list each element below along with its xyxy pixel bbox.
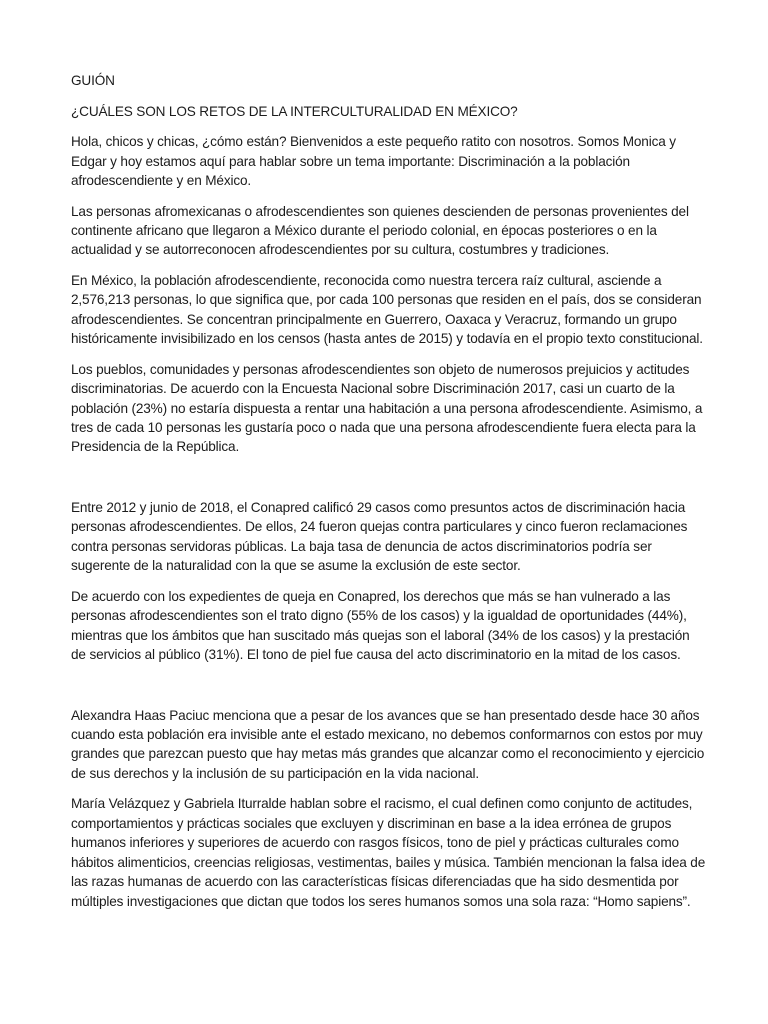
document-label: GUIÓN	[71, 73, 115, 88]
paragraph-greeting: Hola, chicos y chicas, ¿cómo están? Bienvenidos a este pequeño ratito con nosotros. Somos Monica y Edgar y hoy estamos aquí para hablar sobre un tema importante: Discriminación a la población afrodescendiente y en México.	[71, 134, 676, 188]
paragraph-racism: María Velázquez y Gabriela Iturralde hablan sobre el racismo, el cual definen como conjunto de actitudes, comportamientos y prácticas sociales que excluyen y discriminan en base a la idea errónea de grupos humanos inferiores y superiores de acuerdo con rasgos físicos, tono de piel y prácticas culturales como hábitos alimenticios, creencias religiosas, vestimentas, bailes y música. También mencionan la falsa idea de las razas humanas de acuerdo con las características físicas diferenciadas que ha sido desmentida por múltiples investigaciones que dictan que todos los seres humanos somos una sola raza: “Homo sapiens”.	[71, 796, 706, 909]
paragraph-population: En México, la población afrodescendiente, reconocida como nuestra tercera raíz cultural, asciende a 2,576,213 personas, lo que significa que, por cada 100 personas que residen en el país, dos se consideran afrodescendientes. Se concentran principalmente en Guerrero, Oaxaca y Veracruz, formando un grupo históricamente invisibilizado en los censos (hasta antes de 2015) y todavía en el propio texto constitucional.	[71, 273, 703, 347]
document-page	[71, 71, 707, 922]
paragraph-definition: Las personas afromexicanas o afrodescendientes son quienes descienden de personas provenientes del continente africano que llegaron a México durante el periodo colonial, en épocas posteriores o en la actualidad y se autorreconocen afrodescendientes por su cultura, costumbres y tradiciones.	[71, 203, 689, 258]
paragraph-prejudice: Los pueblos, comunidades y personas afrodescendientes son objeto de numerosos prejuicios y actitudes discriminatorias. De acuerdo con la Encuesta Nacional sobre Discriminación 2017, casi un cuarto de la población (23%) no estaría dispuesta a rentar una habitación a una persona afrodescendiente. Asimismo, a tres de cada 10 personas les gustaría poco o nada que una persona afrodescendiente fuera electa para la Presidencia de la República.	[71, 361, 703, 455]
document-title: ¿CUÁLES SON LOS RETOS DE LA INTERCULTURALIDAD EN MÉXICO?	[71, 103, 518, 119]
paragraph-rights-violated: De acuerdo con los expedientes de queja en Conapred, los derechos que más se han vulnerado a las personas afrodescendientes son el trato digno (55% de los casos) y la igualdad de oportunidades (44%), mientras que los ámbitos que han suscitado más quejas son el laboral (34% de los casos) y la prestación de servicios al público (31%). El tono de piel fue causa del acto discriminatorio en la mitad de los casos.	[71, 588, 690, 663]
blank-gap	[71, 676, 707, 706]
blank-gap	[71, 468, 707, 498]
paragraph-conapred-cases: Entre 2012 y junio de 2018, el Conapred calificó 29 casos como presuntos actos de discriminación hacia personas afrodescendientes. De ellos, 24 fueron quejas contra particulares y cinco fueron reclamaciones contra personas servidoras públicas. La baja tasa de denuncia de actos discriminatorios podría ser sugerente de la naturalidad con la que se asume la exclusión de este sector.	[71, 500, 688, 574]
paragraph-haas-paciuc: Alexandra Haas Paciuc menciona que a pesar de los avances que se han presentado desde hace 30 años cuando esta población era invisible ante el estado mexicano, no debemos conformarnos con estos por muy grandes que parezcan puesto que hay metas más grandes que alcanzar como el reconocimiento y ejercicio de sus derechos y la inclusión de su participación en la vida nacional.	[71, 707, 705, 781]
